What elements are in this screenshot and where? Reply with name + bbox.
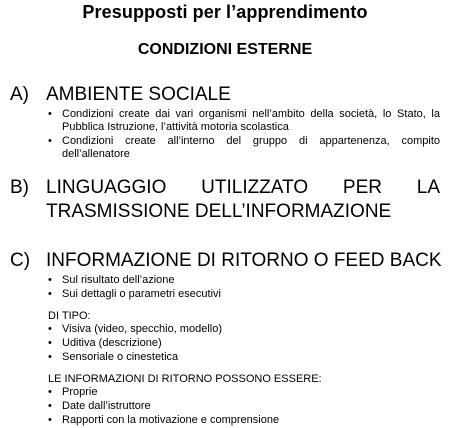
- list-item: • Sul risultato dell’azione: [48, 274, 440, 287]
- section-b-heading: [10, 177, 440, 199]
- tipo-bullet-list: [10, 323, 440, 364]
- section-a-bullet-list: [10, 108, 440, 161]
- section-c-heading: [10, 250, 440, 272]
- list-item: • Proprie: [48, 386, 440, 399]
- section-b-word: UTILIZZATO: [201, 177, 309, 198]
- section-c-letter: C): [10, 250, 31, 271]
- section-b-word: LINGUAGGIO: [46, 177, 167, 198]
- list-item: • Condizioni create dai vari organismi nell’ambito della società, lo Stato, la Pubblica Istruzione, l’attività motoria scolastica: [48, 108, 440, 134]
- section-a-heading: [10, 84, 440, 106]
- list-item: • Date dall’istruttore: [48, 400, 440, 413]
- section-informazione-di-ritorno: [10, 250, 440, 428]
- list-item: • Sensoriale o cinestetica: [48, 351, 440, 364]
- list-item: • Rapporti con la motivazione e comprensione: [48, 414, 440, 427]
- page-subtitle: CONDIZIONI ESTERNE: [137, 41, 313, 58]
- section-b-letter: B): [10, 177, 29, 198]
- section-linguaggio: [10, 177, 440, 223]
- page-title: Presupposti per l’apprendimento: [82, 2, 368, 22]
- section-a-title: AMBIENTE SOCIALE: [46, 84, 231, 105]
- section-c-bullet-list: [10, 274, 440, 301]
- tipo-heading: DI TIPO:: [48, 310, 91, 322]
- list-item: • Visiva (video, specchio, modello): [48, 323, 440, 336]
- list-item: • Uditiva (descrizione): [48, 337, 440, 350]
- section-b-word: PER: [342, 177, 382, 198]
- section-c-title: INFORMAZIONE DI RITORNO O FEED BACK: [46, 250, 442, 271]
- section-a-letter: A): [10, 84, 29, 105]
- list-item: • Condizioni create all’interno del gruppo di appartenenza, compito dell’allenatore: [48, 135, 440, 161]
- section-ambiente-sociale: [10, 84, 440, 162]
- section-b-title-line2: TRASMISSIONE DELL’INFORMAZIONE: [46, 201, 392, 222]
- section-b-title-line1: [46, 177, 440, 199]
- section-b-word: LA: [416, 177, 440, 198]
- list-item: • Sui dettagli o parametri esecutivi: [48, 288, 440, 301]
- ritorno-bullet-list: [10, 386, 440, 427]
- ritorno-heading: LE INFORMAZIONI DI RITORNO POSSONO ESSERE:: [48, 373, 322, 385]
